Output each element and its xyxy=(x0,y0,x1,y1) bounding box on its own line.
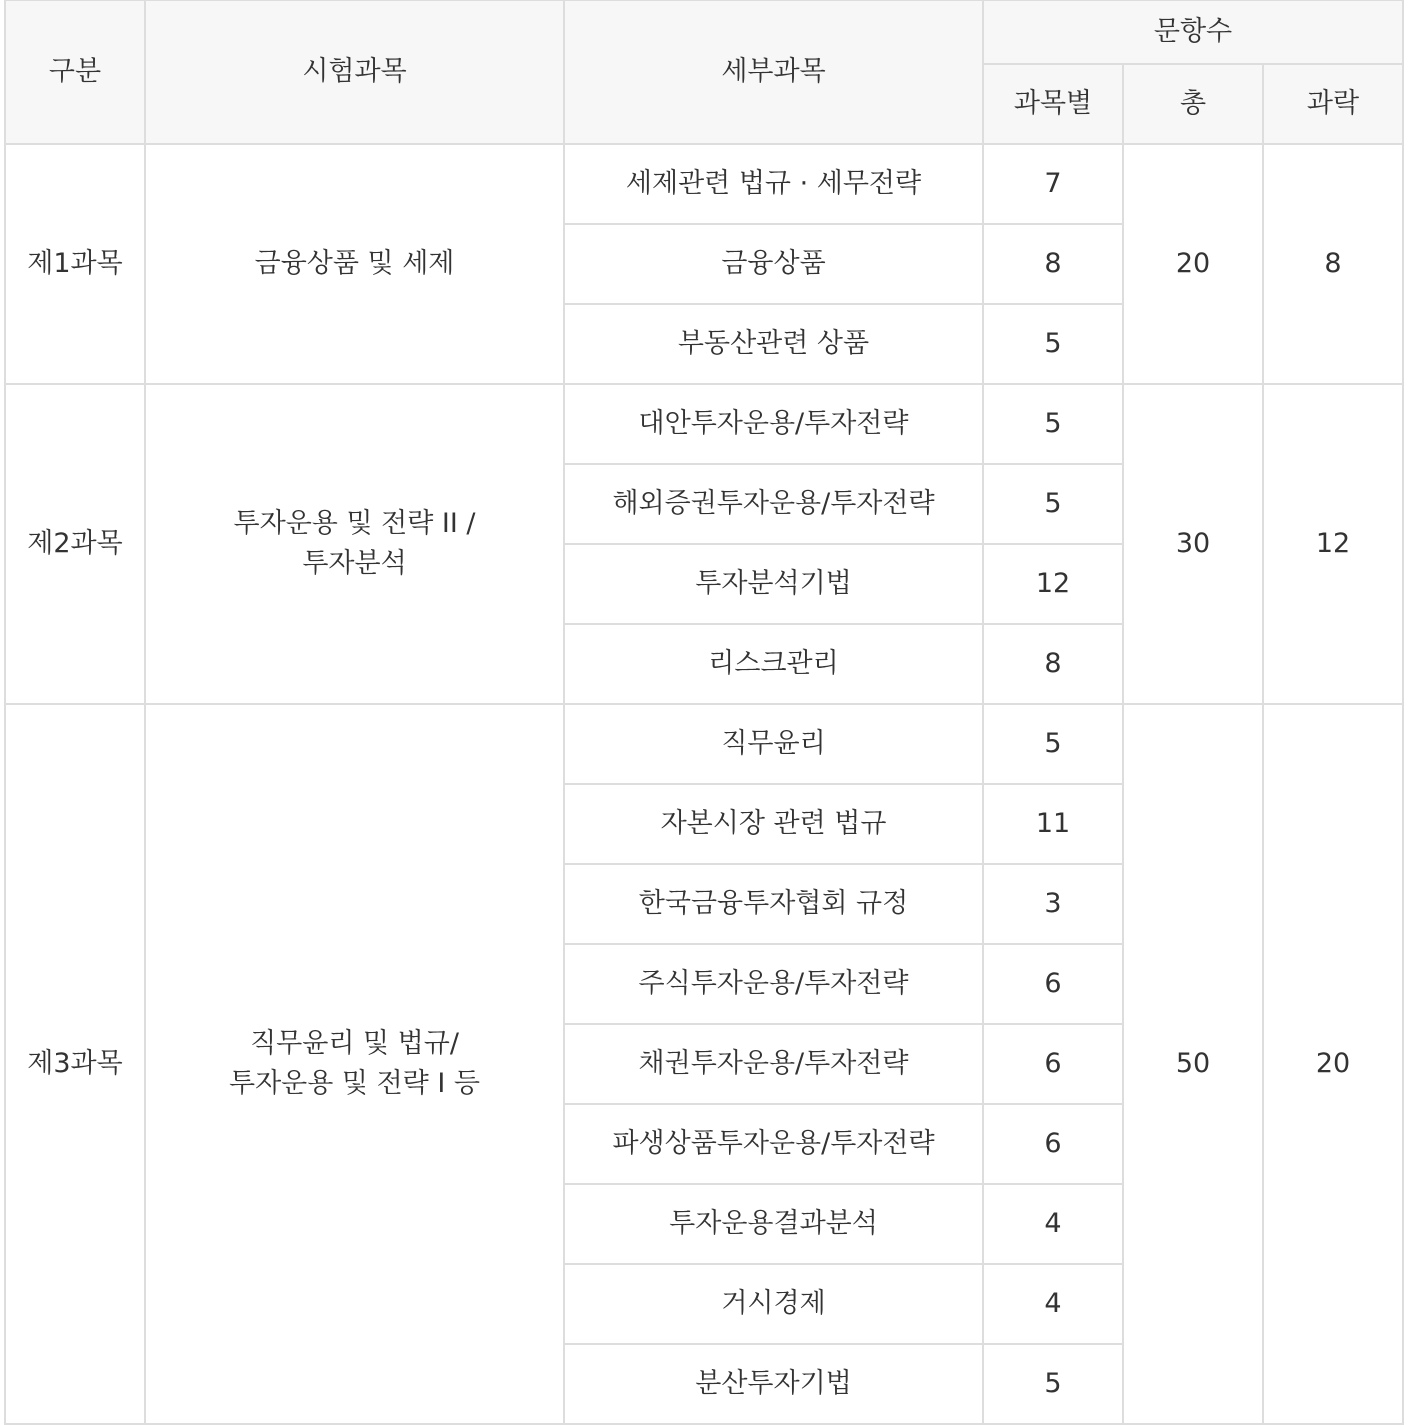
category-cell: 제1과목 xyxy=(5,144,145,384)
detail-cell: 분산투자기법 xyxy=(564,1344,983,1424)
count-cell: 4 xyxy=(983,1184,1123,1264)
header-question-count: 문항수 xyxy=(983,0,1403,64)
table-row xyxy=(5,384,1403,464)
header-category: 구분 xyxy=(5,0,145,144)
detail-cell: 금융상품 xyxy=(564,224,983,304)
total-cell: 20 xyxy=(1123,144,1263,384)
detail-cell: 세제관련 법규 · 세무전략 xyxy=(564,144,983,224)
detail-cell: 투자분석기법 xyxy=(564,544,983,624)
subject-cell xyxy=(145,384,564,704)
table-row xyxy=(5,704,1403,784)
header-detail: 세부과목 xyxy=(564,0,983,144)
detail-cell: 주식투자운용/투자전략 xyxy=(564,944,983,1024)
subject-line: 직무윤리 및 법규/ xyxy=(250,1027,459,1059)
detail-cell: 한국금융투자협회 규정 xyxy=(564,864,983,944)
detail-cell: 투자운용결과분석 xyxy=(564,1184,983,1264)
total-cell: 30 xyxy=(1123,384,1263,704)
header-per-subject: 과목별 xyxy=(983,64,1123,144)
detail-cell: 거시경제 xyxy=(564,1264,983,1344)
category-cell: 제2과목 xyxy=(5,384,145,704)
detail-cell: 리스크관리 xyxy=(564,624,983,704)
header-subject: 시험과목 xyxy=(145,0,564,144)
detail-cell: 직무윤리 xyxy=(564,704,983,784)
table-body xyxy=(5,144,1403,1424)
subject-line: 투자운용 및 전략 II / xyxy=(233,507,476,539)
count-cell: 5 xyxy=(983,304,1123,384)
detail-cell: 대안투자운용/투자전략 xyxy=(564,384,983,464)
subject-cell xyxy=(145,704,564,1424)
detail-cell: 채권투자운용/투자전략 xyxy=(564,1024,983,1104)
count-cell: 7 xyxy=(983,144,1123,224)
count-cell: 3 xyxy=(983,864,1123,944)
header-fail-cut: 과락 xyxy=(1263,64,1403,144)
exam-subjects-table xyxy=(4,0,1404,1425)
count-cell: 6 xyxy=(983,1104,1123,1184)
table-header xyxy=(5,0,1403,144)
header-total: 총 xyxy=(1123,64,1263,144)
count-cell: 6 xyxy=(983,944,1123,1024)
count-cell: 5 xyxy=(983,704,1123,784)
count-cell: 5 xyxy=(983,1344,1123,1424)
count-cell: 12 xyxy=(983,544,1123,624)
count-cell: 8 xyxy=(983,224,1123,304)
count-cell: 11 xyxy=(983,784,1123,864)
subject-line: 투자분석 xyxy=(302,548,407,579)
count-cell: 5 xyxy=(983,384,1123,464)
subject-line: 금융상품 및 세제 xyxy=(254,247,455,279)
category-cell: 제3과목 xyxy=(5,704,145,1424)
fail-cut-cell: 8 xyxy=(1263,144,1403,384)
subject-line: 투자운용 및 전략 I 등 xyxy=(229,1068,480,1099)
detail-cell: 파생상품투자운용/투자전략 xyxy=(564,1104,983,1184)
fail-cut-cell: 20 xyxy=(1263,704,1403,1424)
fail-cut-cell: 12 xyxy=(1263,384,1403,704)
detail-cell: 자본시장 관련 법규 xyxy=(564,784,983,864)
total-cell: 50 xyxy=(1123,704,1263,1424)
subject-cell xyxy=(145,144,564,384)
detail-cell: 부동산관련 상품 xyxy=(564,304,983,384)
count-cell: 8 xyxy=(983,624,1123,704)
detail-cell: 해외증권투자운용/투자전략 xyxy=(564,464,983,544)
count-cell: 4 xyxy=(983,1264,1123,1344)
count-cell: 5 xyxy=(983,464,1123,544)
count-cell: 6 xyxy=(983,1024,1123,1104)
table-row xyxy=(5,144,1403,224)
